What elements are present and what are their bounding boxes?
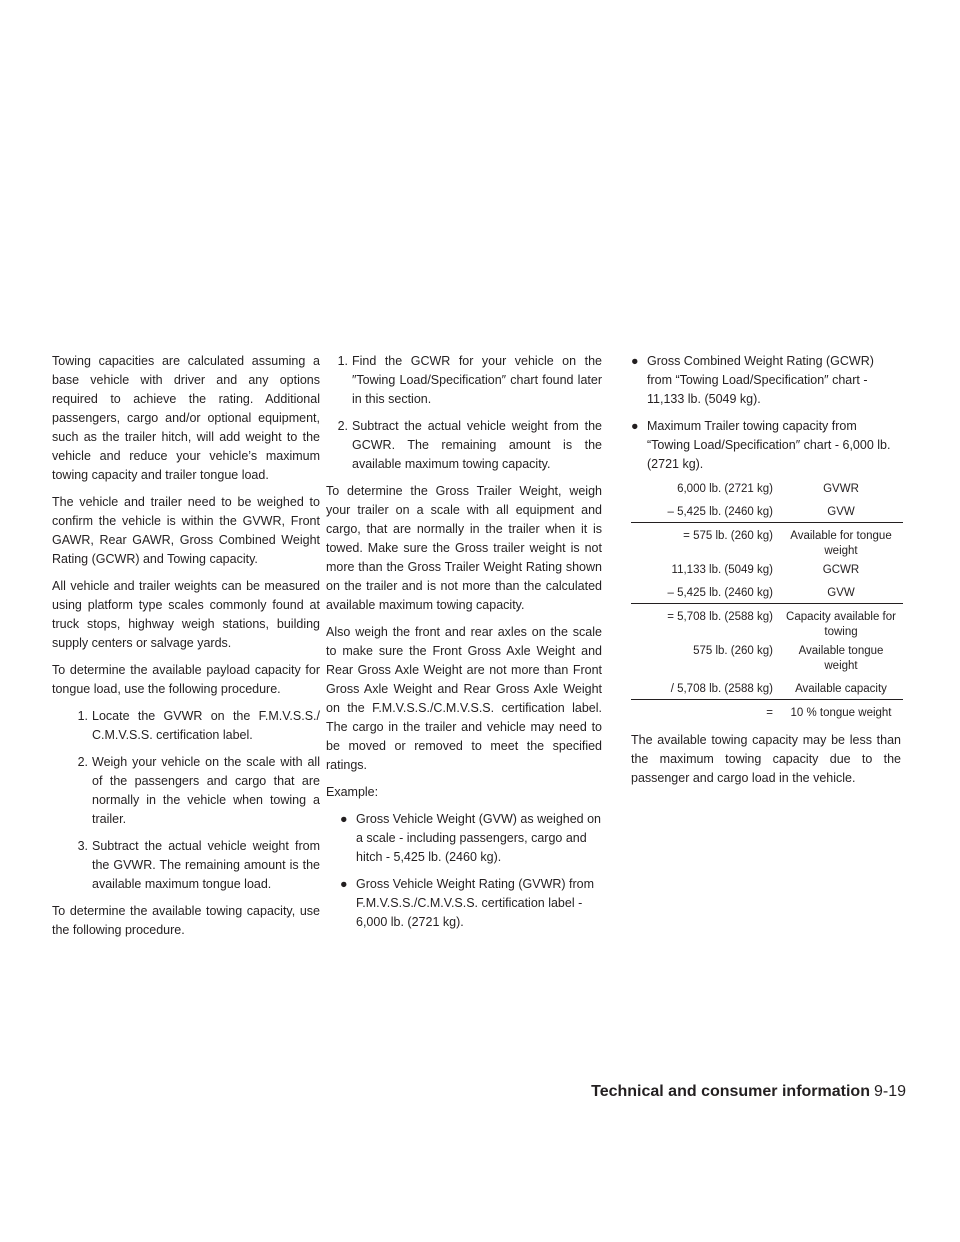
list-item: 1. Locate the GVWR on the F.M.V.S.S./ C.M.V.S.S. certification label. <box>77 709 320 742</box>
example-bullets <box>326 810 602 932</box>
bullet-icon: ● <box>631 354 639 368</box>
paragraph-towing-capacities: Towing capacities are calculated assuming a base vehicle with driver and any options required to achieve the rating. Additional passengers, cargo and/or optional equipment, such as the trailer hitch, will add weight to the vehicle and reduce your vehicle’s maximum towing capacity and trailer tongue load. <box>52 354 320 482</box>
example-bullets-continued <box>631 352 901 474</box>
paragraph-weigh-vehicle: The vehicle and trailer need to be weighed to confirm the vehicle is within the GVWR, Front GAWR, Rear GAWR, Gross Combined Weight Rating (GCWR) and Towing capacity. <box>52 495 320 566</box>
example-label: Example: <box>326 785 379 799</box>
list-item: ● Gross Vehicle Weight (GVW) as weighed on a scale - including passengers, cargo and hitch - 5,425 lb. (2460 kg). <box>340 810 602 867</box>
calc-row: = 575 lb. (260 kg) Available for tongue weight <box>683 530 892 557</box>
calc-row: = 5,708 lb. (2588 kg) Capacity available for towing <box>667 611 896 638</box>
calculation-tongue-weight <box>631 482 901 559</box>
paragraph-payload-intro: To determine the available payload capacity for tongue load, use the following procedure. <box>52 663 320 696</box>
bullet-icon: ● <box>631 419 639 433</box>
page-footer <box>580 1083 906 1101</box>
paragraph-gross-trailer-weight: To determine the Gross Trailer Weight, weigh your trailer on a scale with all equipment and cargo, that are normally in the trailer when it is towed. Make sure the Gross trailer weight is not more than the Gross Trailer Weight Rating shown on the trailer and is not more than the calculated available maximum towing capacity. <box>326 484 602 612</box>
column-right <box>631 352 901 796</box>
bullet-icon: ● <box>340 812 348 826</box>
list-item: ● Gross Vehicle Weight Rating (GVWR) from F.M.V.S.S./C.M.V.S.S. certification label - 6,000 lb. (2721 kg). <box>340 875 602 932</box>
calc-row: 575 lb. (260 kg) Available tongue weight <box>693 645 884 672</box>
paragraph-capacity-note: The available towing capacity may be less than the maximum towing capacity due to the passenger and cargo load in the vehicle. <box>631 733 901 785</box>
paragraph-axle-weight: Also weigh the front and rear axles on the scale to make sure the Front Gross Axle Weight and Rear Gross Axle Weight are not more than Front Gross Axle Weight and Rear Gross Axle Weight on the F.M.V.S.S./C.M.V.S.S. certification label. The cargo in the trailer and vehicle may need to be moved or removed to meet the specified ratings. <box>326 625 602 772</box>
calc-row: 11,133 lb. (5049 kg) GCWR <box>671 564 860 576</box>
bullet-icon: ● <box>340 877 348 891</box>
calc-divider <box>631 699 903 700</box>
calculation-towing-capacity <box>631 563 901 640</box>
page-number: 9-19 <box>873 1083 906 1100</box>
calc-divider <box>631 603 903 604</box>
column-middle <box>326 352 602 940</box>
list-item: ● Gross Combined Weight Rating (GCWR) from “Towing Load/Specification″ chart - 11,133 lb. (5049 kg). <box>631 352 901 409</box>
calc-row: = 10 % tongue weight <box>766 707 892 719</box>
calc-divider <box>631 522 903 523</box>
calc-row: – 5,425 lb. (2460 kg) GVW <box>667 587 855 599</box>
list-item: 2. Subtract the actual vehicle weight from the GCWR. The remaining amount is the available maximum towing capacity. <box>337 419 602 471</box>
paragraph-platform-scales: All vehicle and trailer weights can be measured using platform type scales commonly found at truck stops, highway weigh stations, building supply centers or salvage yards. <box>52 579 320 650</box>
calculation-tongue-percentage <box>631 644 901 721</box>
list-item: ● Maximum Trailer towing capacity from “Towing Load/Specification″ chart - 6,000 lb. (2721 kg). <box>631 417 901 474</box>
section-title: Technical and consumer information <box>591 1083 870 1100</box>
calc-row: – 5,425 lb. (2460 kg) GVW <box>667 506 855 518</box>
payload-steps <box>52 707 320 894</box>
towing-steps <box>326 352 602 474</box>
column-left <box>52 352 320 948</box>
calc-row: / 5,708 lb. (2588 kg) Available capacity <box>670 683 887 695</box>
list-item: 2. Weigh your vehicle on the scale with all of the passengers and cargo that are normally in the vehicle when towing a trailer. <box>77 755 320 826</box>
calc-row: 6,000 lb. (2721 kg) GVWR <box>677 483 859 495</box>
paragraph-towing-intro: To determine the available towing capacity, use the following procedure. <box>52 904 320 937</box>
list-item: 1. Find the GCWR for your vehicle on the ″Towing Load/Specification″ chart found later in this section. <box>337 354 602 406</box>
list-item: 3. Subtract the actual vehicle weight from the GVWR. The remaining amount is the available maximum tongue load. <box>77 839 320 891</box>
